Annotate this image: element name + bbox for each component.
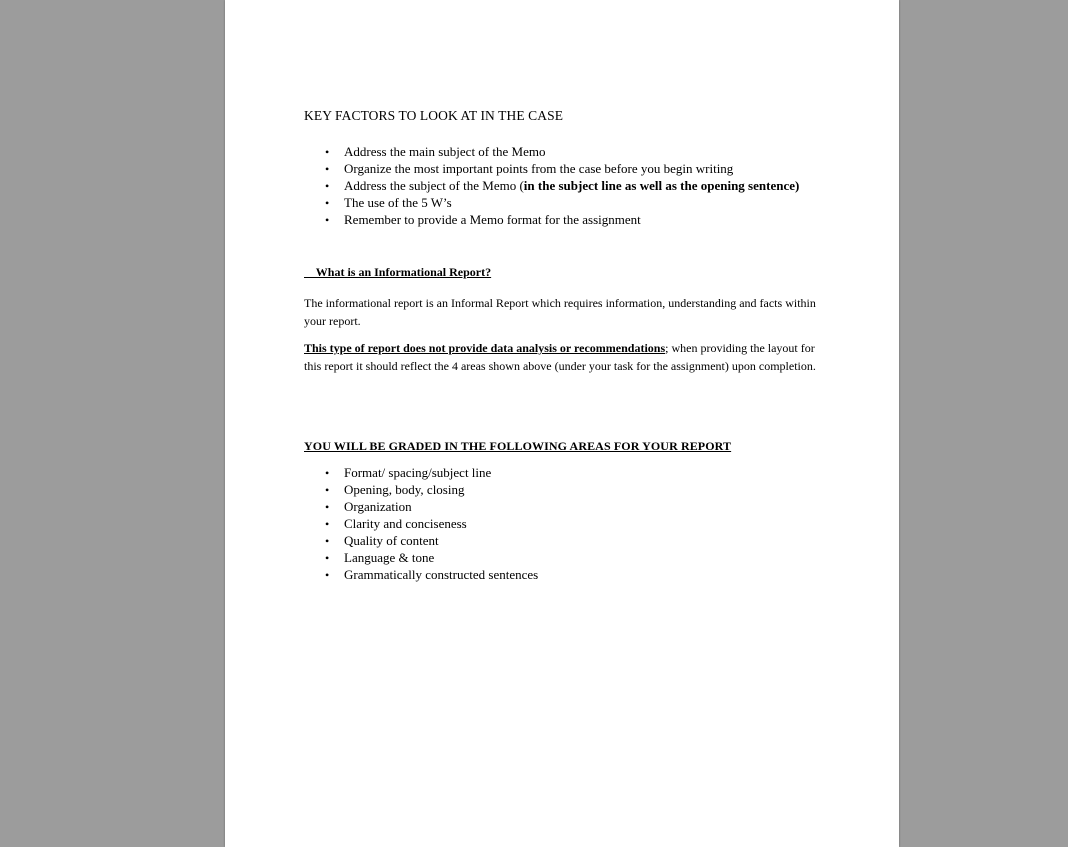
bullet-icon: •: [325, 568, 330, 582]
list-item: [325, 550, 824, 566]
list-item-text: Address the main subject of the Memo: [344, 144, 546, 159]
informational-report-heading: What is an Informational Report?: [304, 265, 492, 279]
list-item: [325, 144, 824, 160]
bullet-icon: •: [325, 145, 330, 159]
list-item-text: Quality of content: [344, 533, 439, 548]
list-item: [325, 195, 824, 211]
list-item-text: Organize the most important points from the case before you begin writing: [344, 161, 734, 176]
list-item: [325, 161, 824, 177]
bullet-icon: •: [325, 179, 330, 193]
bullet-icon: •: [325, 483, 330, 497]
list-item-bold-text: in the subject line as well as the opening sentence): [523, 178, 800, 193]
bullet-icon: •: [325, 500, 330, 514]
list-item-text: Clarity and conciseness: [344, 516, 467, 531]
list-item: [325, 465, 824, 481]
list-item-text: Grammatically constructed sentences: [344, 567, 539, 582]
bullet-icon: •: [325, 196, 330, 210]
bullet-icon: •: [325, 517, 330, 531]
page-content: [304, 108, 824, 584]
list-item: [325, 533, 824, 549]
bullet-icon: •: [325, 466, 330, 480]
list-item-text: The use of the 5 W’s: [344, 195, 452, 210]
key-factors-heading: KEY FACTORS TO LOOK AT IN THE CASE: [304, 108, 564, 123]
list-item-text: Address the subject of the Memo (: [344, 178, 524, 193]
bullet-icon: •: [325, 534, 330, 548]
list-item-text: Opening, body, closing: [344, 482, 465, 497]
bullet-icon: •: [325, 213, 330, 227]
list-item: [325, 567, 824, 583]
list-item: [325, 516, 824, 532]
report-scope-text: ; when providing the layout for this report it should reflect the 4 areas shown above (under your task for the assignment) upon completion.: [304, 341, 816, 373]
report-scope-paragraph: [304, 340, 824, 375]
list-item: [325, 482, 824, 498]
bullet-icon: •: [325, 162, 330, 176]
list-item: [325, 499, 824, 515]
document-page: [225, 0, 899, 847]
list-item-text: Remember to provide a Memo format for the assignment: [344, 212, 641, 227]
list-item: [325, 212, 824, 228]
list-item-text: Format/ spacing/subject line: [344, 465, 492, 480]
grading-areas-heading: YOU WILL BE GRADED IN THE FOLLOWING AREAS FOR YOUR REPORT: [304, 439, 732, 453]
list-item-text: Language & tone: [344, 550, 435, 565]
report-scope-emphasis: This type of report does not provide data analysis or recommendations: [304, 341, 666, 355]
key-factors-list: [304, 144, 824, 228]
bullet-icon: •: [325, 551, 330, 565]
list-item: [325, 178, 824, 194]
grading-areas-list: [304, 465, 824, 583]
informational-report-paragraph: The informational report is an Informal Report which requires information, understanding and facts within your report.: [304, 296, 816, 328]
list-item-text: Organization: [344, 499, 412, 514]
